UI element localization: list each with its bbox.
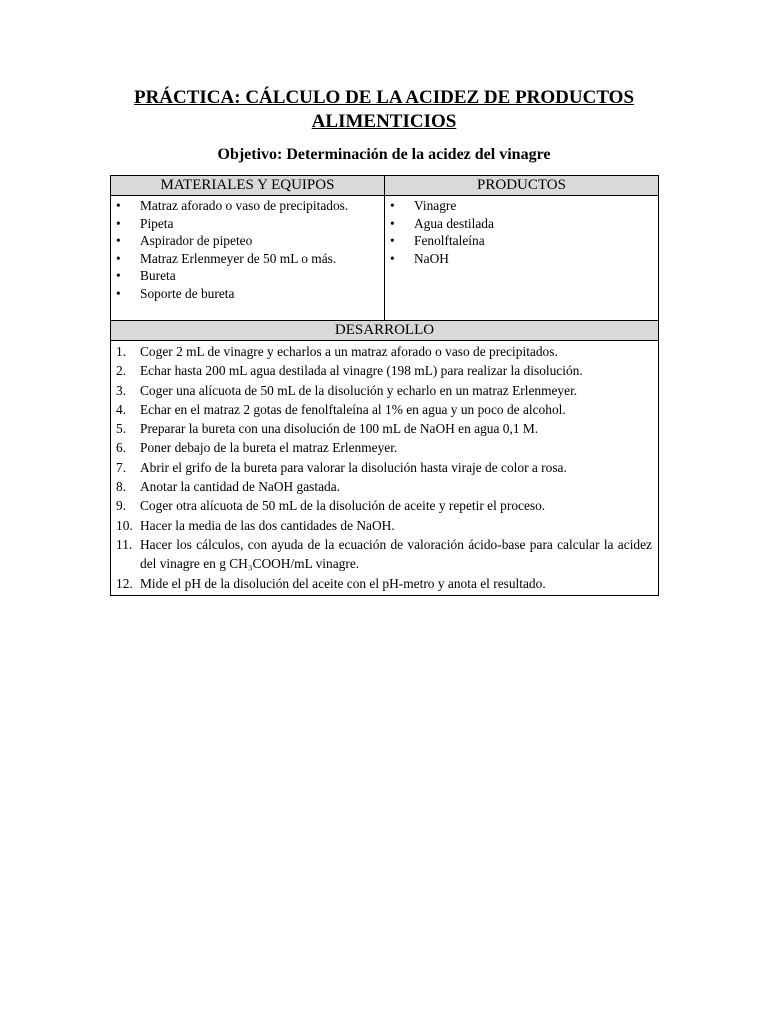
list-item: • Pipeta: [111, 215, 384, 233]
step-text: Coger otra alícuota de 50 mL de la disolución de aceite y repetir el proceso.: [140, 498, 546, 514]
step-text: Echar hasta 200 mL agua destilada al vinagre (198 mL) para realizar la disolución.: [140, 363, 583, 379]
step-number: 3.: [116, 382, 127, 398]
products-cell: [385, 196, 659, 321]
step-item: [111, 419, 658, 438]
materials-list: [111, 196, 384, 302]
step-item: [111, 496, 658, 515]
products-list: [385, 196, 658, 267]
step-item: [111, 342, 658, 361]
step-number: 5.: [116, 421, 127, 437]
list-item: • Aspirador de pipeteo: [111, 232, 384, 250]
title-line-2: ALIMENTICIOS: [311, 111, 457, 132]
step-text: Preparar la bureta con una disolución de 100 mL de NaOH en agua 0,1 M.: [140, 421, 539, 437]
materials-header: MATERIALES Y EQUIPOS: [111, 176, 385, 196]
list-item: • Fenolftaleína: [385, 232, 658, 250]
step-text: Mide el pH de la disolución del aceite con el pH-metro y anota el resultado.: [140, 575, 546, 591]
step-number: 6.: [116, 440, 127, 456]
step-text: Coger 2 mL de vinagre y echarlos a un matraz aforado o vaso de precipitados.: [140, 344, 558, 359]
title-line-1: PRÁCTICA: CÁLCULO DE LA ACIDEZ DE PRODUCTOS: [133, 87, 635, 108]
step-item: [111, 458, 658, 477]
step-text: Hacer los cálculos, con ayuda de la ecuación de valoración ácido-base para calcular la acidez del vinagre en g CH₃COOH/mL vinagre.: [140, 536, 652, 572]
step-text: Abrir el grifo de la bureta para valorar la disolución hasta viraje de color a rosa.: [140, 459, 567, 475]
products-header: PRODUCTOS: [385, 176, 659, 196]
step-number: 1.: [116, 344, 127, 359]
list-item: • Soporte de bureta: [111, 285, 384, 303]
list-item: • Matraz aforado o vaso de precipitados.: [111, 197, 384, 215]
step-number: 9.: [116, 498, 127, 514]
step-text: Coger una alícuota de 50 mL de la disolución y echarlo en un matraz Erlenmeyer.: [140, 382, 578, 398]
objective-heading: Objetivo: Determinación de la acidez del vinagre: [217, 146, 551, 163]
step-number: 11.: [116, 536, 133, 552]
step-text: Hacer la media de las dos cantidades de NaOH.: [140, 517, 395, 533]
step-text: Poner debajo de la bureta el matraz Erlenmeyer.: [140, 440, 398, 456]
list-item: • Matraz Erlenmeyer de 50 mL o más.: [111, 250, 384, 268]
step-item: [111, 400, 658, 419]
step-number: 7.: [116, 459, 127, 475]
list-item: • Bureta: [111, 267, 384, 285]
list-item: • Agua destilada: [385, 215, 658, 233]
development-cell: [111, 341, 659, 596]
step-text: Echar en el matraz 2 gotas de fenolftaleína al 1% en agua y un poco de alcohol.: [140, 401, 566, 417]
step-item: [111, 574, 658, 593]
materials-cell: [111, 196, 385, 321]
step-number: 12.: [116, 575, 133, 591]
list-item: • Vinagre: [385, 197, 658, 215]
step-number: 4.: [116, 401, 127, 417]
step-item: [111, 535, 658, 574]
step-number: 8.: [116, 479, 127, 495]
document-title: [100, 86, 668, 134]
development-header: DESARROLLO: [111, 321, 659, 341]
practice-table: [110, 175, 659, 596]
step-item: [111, 381, 658, 400]
step-text: Anotar la cantidad de NaOH gastada.: [140, 479, 341, 495]
step-number: 10.: [116, 517, 133, 533]
step-item: [111, 361, 658, 380]
step-item: [111, 516, 658, 535]
list-item: • NaOH: [385, 250, 658, 268]
step-item: [111, 438, 658, 457]
steps-list: [111, 341, 658, 595]
step-number: 2.: [116, 363, 127, 379]
step-item: [111, 477, 658, 496]
